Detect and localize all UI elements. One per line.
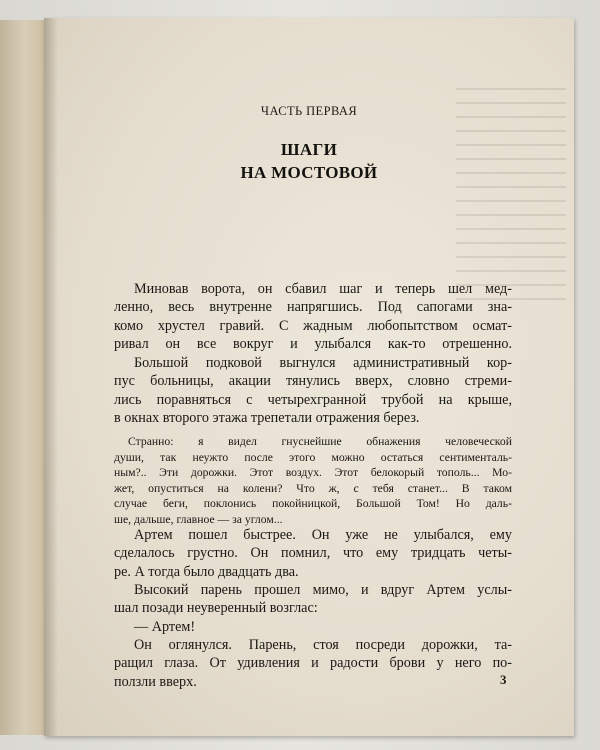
page-number: 3 [500, 672, 507, 687]
text-line: ным?.. Эти дорожки. Этот воздух. Этот белокорый тополь... Мо- [114, 466, 512, 480]
paragraph-4 [114, 581, 512, 636]
text-line: Странно: я видел гнуснейшие обнажения человеческой [128, 435, 512, 448]
show-through-text [456, 88, 566, 308]
text-line: ше, дальше, главное — за углом... [114, 512, 283, 526]
left-page-edge [0, 20, 45, 735]
text-line: комо хрустел гравий. С жадным любопытством осмат- [114, 317, 512, 334]
text-line: случае беги, поклонись покойницкой, Большой Том! Но даль- [114, 497, 512, 511]
chapter-title-line: НА МОСТОВОЙ [240, 163, 378, 182]
paragraph-1 [114, 280, 512, 354]
text-line: ползли вверх. [114, 673, 197, 690]
paragraph-2 [114, 354, 512, 428]
inner-monologue [114, 434, 512, 528]
dialogue-line: — Артем! [134, 618, 196, 635]
text-line: Он оглянулся. Парень, стоя посреди дорожки, та- [134, 637, 512, 653]
text-line: сделалось грустно. Он помнил, что ему тридцать четы- [114, 545, 512, 562]
binding-shadow [44, 18, 58, 736]
chapter-title-line: ШАГИ [280, 140, 338, 159]
text-line: Миновав ворота, он сбавил шаг и теперь шел мед- [134, 281, 512, 297]
text-line: пус больницы, акации тянулись вверх, словно стреми- [114, 373, 512, 390]
text-line: души, так неужто после этого можно остаться сентименталь- [114, 450, 512, 464]
text-line: ривал он все вокруг и улыбался как-то отрешенно. [114, 336, 512, 353]
text-line: Артем пошел быстрее. Он уже не улыбался, ему [134, 527, 512, 543]
book-page [44, 18, 574, 736]
text-line: ращил глаза. От удивления и радости брови у него по- [114, 655, 512, 672]
paragraph-5 [114, 636, 512, 691]
text-line: Большой подковой выгнулся административный кор- [134, 355, 512, 371]
chapter-title [44, 138, 574, 184]
text-line: ленно, весь внутренне напрягшись. Под сапогами зна- [114, 299, 512, 316]
text-line: ре. А тогда было двадцать два. [114, 563, 299, 580]
text-line: в окнах второго этажа трепетали отражения берез. [114, 410, 420, 427]
paragraph-3 [114, 526, 512, 581]
part-heading: ЧАСТЬ ПЕРВАЯ [260, 104, 358, 118]
text-line: Высокий парень прошел мимо, и вдруг Артем услы- [134, 582, 512, 598]
text-line: лись поравняться с четырехгранной трубой на крыше, [114, 391, 512, 408]
text-line: шал позади неуверенный возглас: [114, 600, 318, 617]
text-line: жет, опуститься на колени? Что ж, с тебя станет... В таком [114, 481, 512, 495]
